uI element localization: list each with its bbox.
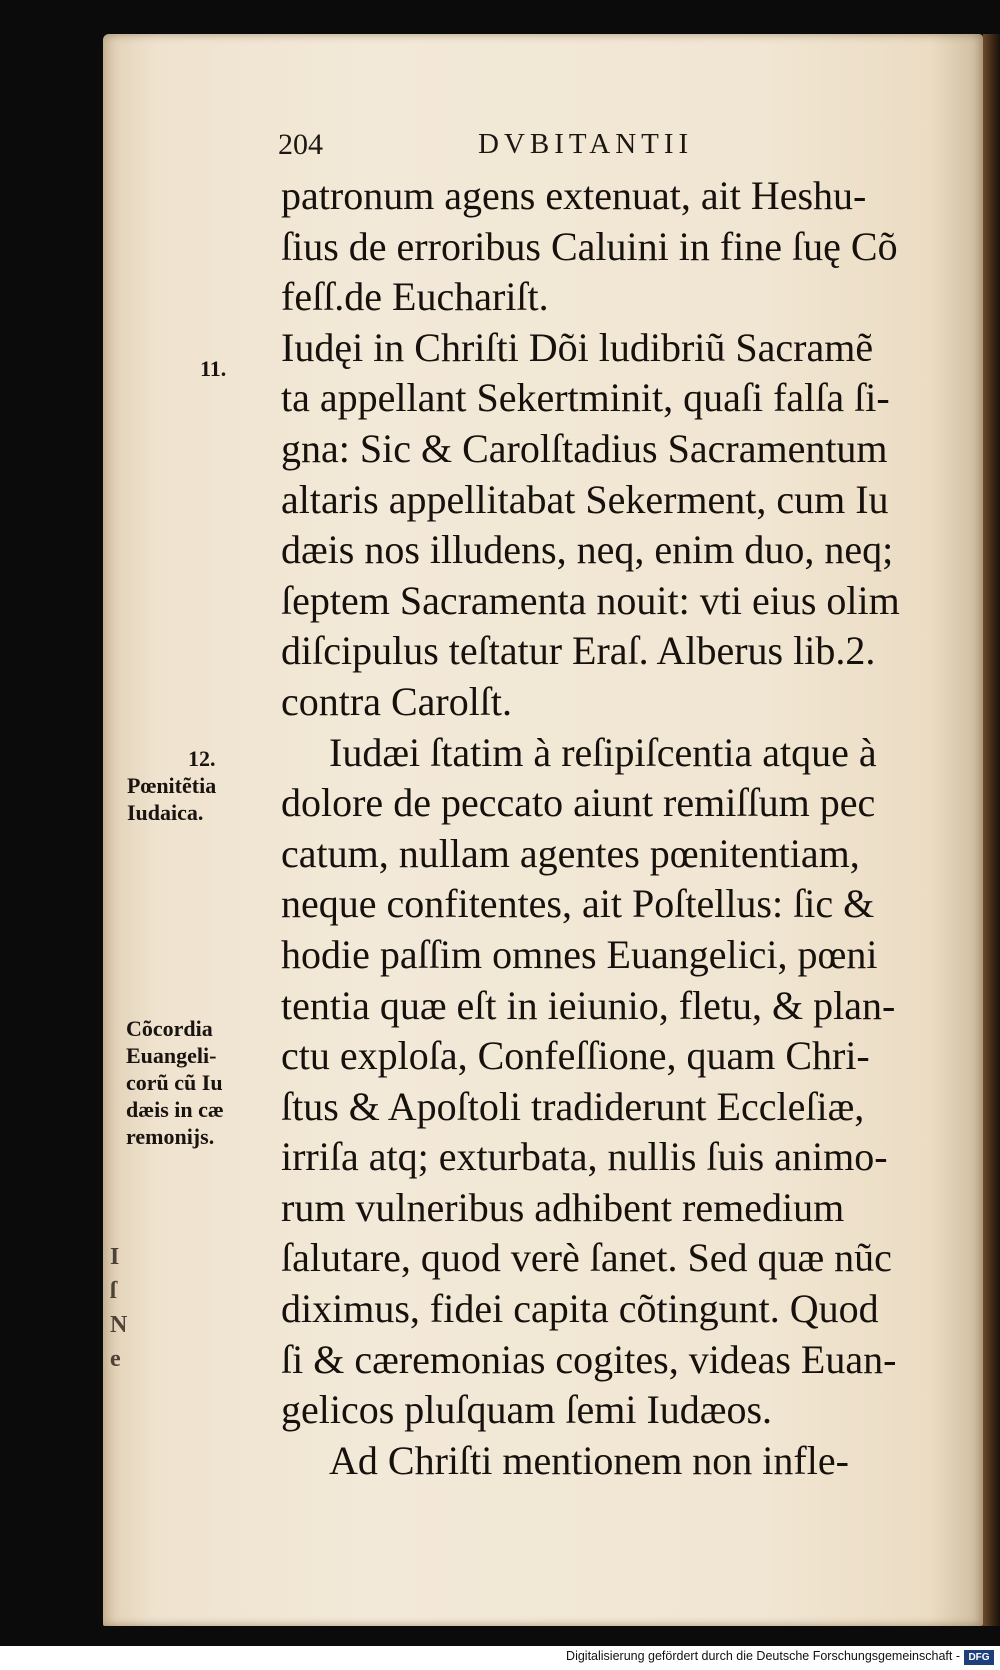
text-line: rum vulneribus adhibent remedium (281, 1184, 845, 1230)
margin-note-line: remonijs. (126, 1124, 215, 1149)
dfg-logo-icon: DFG (964, 1650, 994, 1665)
margin-note-line: Iudaica. (127, 800, 204, 825)
bleed-letter: I (110, 1244, 120, 1270)
text-line: Iudæi ſtatim à reſipiſcentia atque à (329, 729, 877, 775)
running-head (278, 128, 798, 168)
margin-number: 12. (188, 746, 216, 771)
margin-number: 11. (200, 356, 227, 381)
margin-note-concordia (126, 1015, 224, 1150)
text-line: diſcipulus teſtatur Eraſ. Alberus lib.2. (281, 628, 876, 674)
bleed-letter: e (110, 1346, 121, 1372)
margin-note-line: Pœnitẽtia (127, 773, 217, 798)
margin-note-poenitentia (127, 772, 216, 826)
text-line: hodie paſſim omnes Euangelici, pœni (281, 931, 878, 977)
text-line: ſius de erroribus Caluini in fine ſuę Cõ (281, 223, 898, 269)
text-line: neque confitentes, ait Poſtellus: ſic & (281, 881, 875, 927)
text-line: ſeptem Sacramenta nouit: vti eius olim (281, 577, 900, 623)
text-line: dolore de peccato aiunt remiſſum pec (281, 780, 876, 826)
text-line: diximus, fidei capita cõtingunt. Quod (281, 1286, 879, 1332)
text-line: catum, nullam agentes pœnitentiam, (281, 830, 860, 876)
book-spine (983, 34, 1000, 1626)
bleed-through-letters (110, 1240, 132, 1376)
text-line: gna: Sic & Carolſtadius Sacramentum (281, 425, 888, 471)
body-text (281, 171, 966, 1486)
funding-credit: Digitalisierung gefördert durch die Deutsche Forschungsgemeinschaft - (566, 1649, 960, 1663)
page-number: 204 (278, 128, 323, 161)
text-line: Iudęi in Chriſti Dõi ludibriũ Sacramẽ (281, 324, 874, 370)
text-line: Ad Chriſti mentionem non infle- (329, 1437, 849, 1483)
bleed-letter: ſ (110, 1278, 117, 1304)
margin-note-line: corũ cũ Iu (126, 1070, 223, 1095)
margin-note-line: Euangeli- (126, 1043, 217, 1068)
running-head-title: DVBITANTII (478, 128, 694, 160)
text-line: feſſ.de Euchariſt. (281, 274, 549, 320)
text-line: ſalutare, quod verè ſanet. Sed quæ nũc (281, 1235, 892, 1281)
text-line: ctu exploſa, Confeſſione, quam Chri- (281, 1033, 870, 1079)
text-line: irriſa atq; exturbata, nullis ſuis animo- (281, 1134, 888, 1180)
bleed-letter: N (110, 1312, 128, 1338)
text-line: gelicos pluſquam ſemi Iudæos. (281, 1387, 773, 1433)
text-line: ſtus & Apoſtoli tradiderunt Eccleſiæ, (281, 1083, 865, 1129)
text-line: dæis nos illudens, neq, enim duo, neq; (281, 527, 894, 573)
text-line: altaris appellitabat Sekerment, cum Iu (281, 476, 889, 522)
margin-note-line: Cõcordia (126, 1016, 213, 1041)
text-line: ſi & cæremonias cogites, videas Euan- (281, 1336, 897, 1382)
footer-credit-bar (0, 1646, 1000, 1670)
margin-note-line: dæis in cæ (126, 1097, 224, 1122)
text-line: patronum agens extenuat, ait Heshu- (281, 173, 867, 218)
text-line: tentia quæ eſt in ieiunio, fletu, & plan- (281, 982, 896, 1028)
text-line: ta appellant Sekertminit, quaſi falſa ſi- (281, 375, 890, 421)
text-line: contra Carolſt. (281, 678, 513, 724)
